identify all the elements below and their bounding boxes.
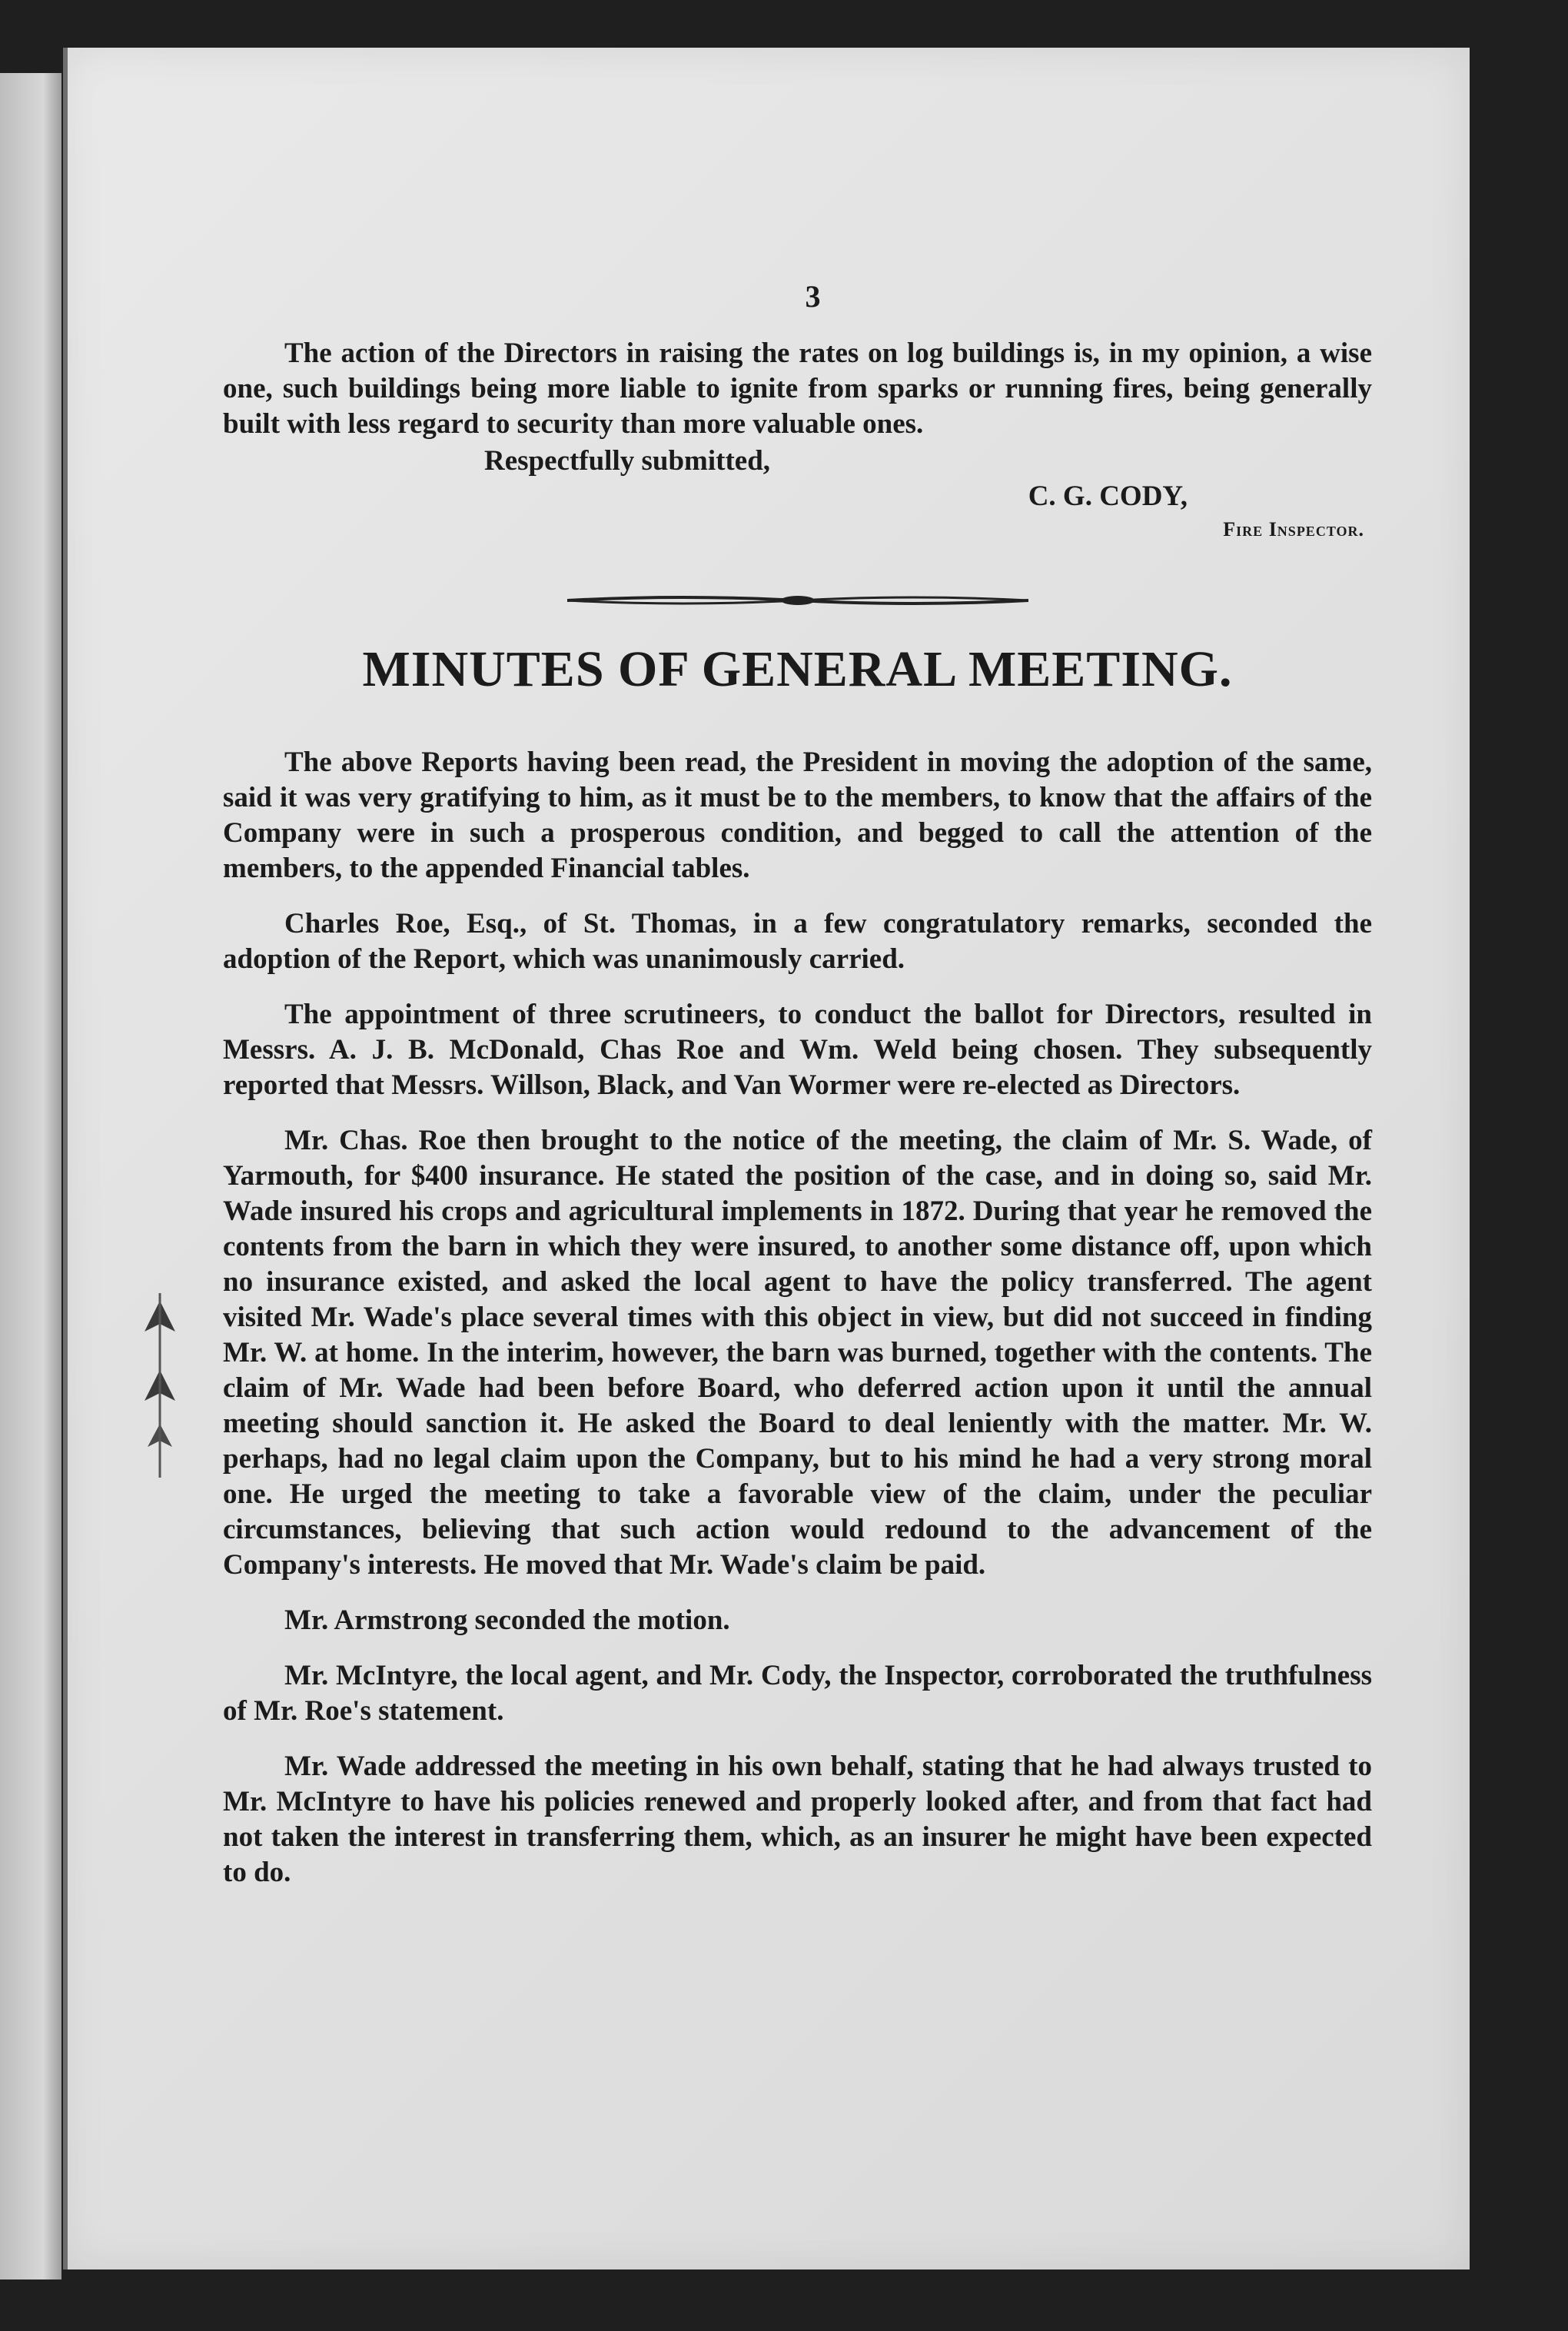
document-page	[63, 48, 1470, 2269]
body-paragraph: Charles Roe, Esq., of St. Thomas, in a few congratulatory remarks, seconded the adoption of the Report, which was unanimously carried.	[223, 908, 1372, 975]
page-binding-edge	[63, 48, 68, 2269]
divider-ornament-icon	[567, 591, 1028, 610]
section-heading: MINUTES OF GENERAL MEETING.	[362, 641, 1233, 697]
closing-line: Respectfully submitted,	[484, 445, 771, 477]
page-content	[223, 278, 1372, 1890]
adjacent-page-edge	[0, 73, 61, 2279]
page-number: 3	[805, 279, 821, 314]
body-paragraph: The appointment of three scrutineers, to conduct the ballot for Directors, resulted in Messrs. A. J. B. McDonald, Chas Roe and Wm. Weld being chosen. They subsequently reported that Messrs. Willson, Black, and Van Wormer were re-elected as Directors.	[223, 999, 1372, 1101]
body-paragraph: The above Reports having been read, the President in moving the adoption of the same, said it was very gratifying to him, as it must be to the members, to know that the affairs of the Company were in such a prosperous condition, and begged to call the attention of the members, to the appended Financial tables.	[223, 747, 1372, 884]
body-paragraph: Mr. McIntyre, the local agent, and Mr. Cody, the Inspector, corroborated the truthfulness of Mr. Roe's statement.	[223, 1660, 1372, 1727]
fire-report-paragraph: The action of the Directors in raising the rates on log buildings is, in my opinion, a wise one, such buildings being more liable to ignite from sparks or running fires, being generally built with less regard to security than more valuable ones.	[223, 338, 1372, 440]
signatory-title: Fire Inspector.	[1223, 518, 1364, 540]
body-paragraph: Mr. Armstrong seconded the motion.	[284, 1604, 730, 1636]
body-paragraph: Mr. Chas. Roe then brought to the notice of the meeting, the claim of Mr. S. Wade, of Yarmouth, for $400 insurance. He stated the position of the case, and in doing so, said Mr. Wade insured his crops and agricultural implements in 1872. During that year he removed the contents from the barn in which they were insured, to another some distance off, upon which no insurance existed, and asked the local agent to have the policy transferred. The agent visited Mr. Wade's place several times with this object in view, but did not succeed in finding Mr. W. at home. In the interim, however, the barn was burned, together with the contents. The claim of Mr. Wade had been before Board, who deferred action upon it until the annual meeting should sanction it. He asked the Board to deal leniently with the matter. Mr. W. perhaps, had no legal claim upon the Company, but to his mind he had a very strong moral one. He urged the meeting to take a favorable view of the claim, under the peculiar circumstances, believing that such action would redound to the advancement of the Company's interests. He moved that Mr. Wade's claim be paid.	[223, 1125, 1372, 1581]
body-paragraph: Mr. Wade addressed the meeting in his own behalf, stating that he had always trusted to Mr. McIntyre to have his policies renewed and properly looked after, and from that fact had not taken the interest in transferring them, which, as an insurer he might have been expected to do.	[223, 1751, 1372, 1888]
binding-mark-icon	[137, 1293, 183, 1478]
signatory-name: C. G. CODY,	[1028, 480, 1188, 512]
